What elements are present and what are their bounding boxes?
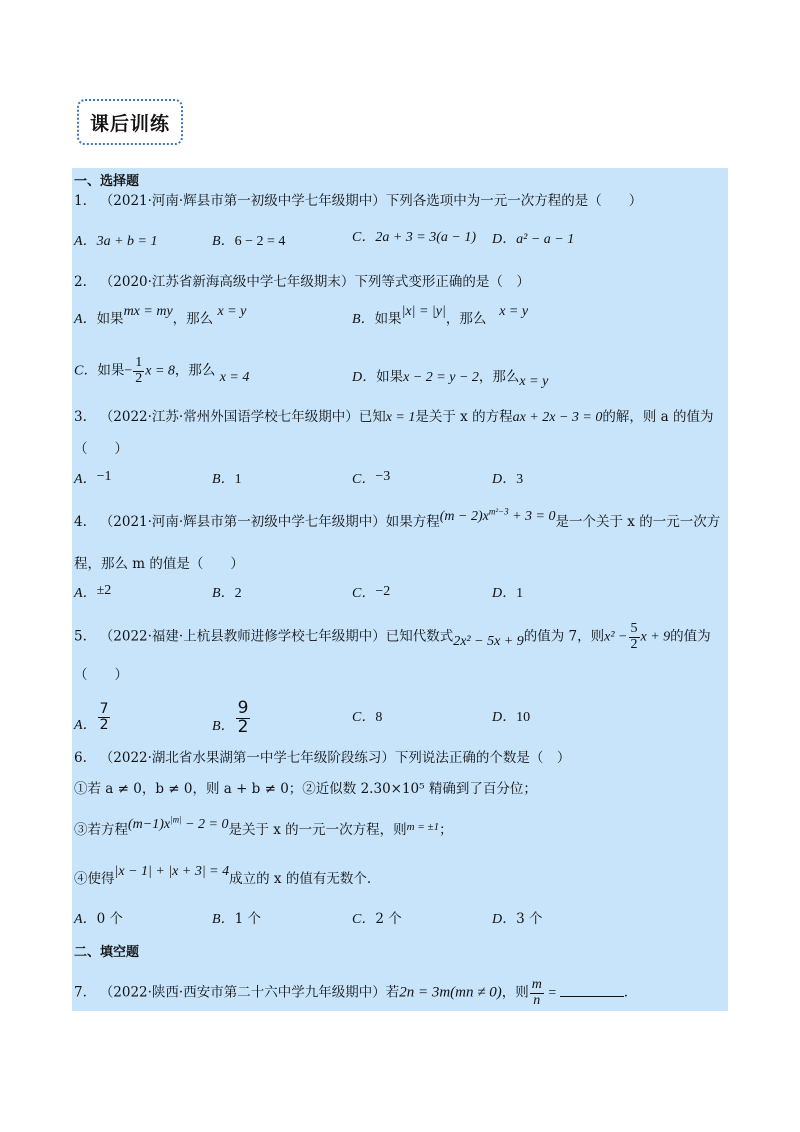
statement-text: ； xyxy=(439,822,453,838)
question-5-option-d[interactable] xyxy=(492,708,530,727)
question-text: ，则 xyxy=(501,984,529,1001)
question-number: 1. xyxy=(74,193,87,209)
option-value: 6 − 2 = 4 xyxy=(234,234,286,249)
question-6-stem xyxy=(74,749,570,767)
option-label: C． xyxy=(352,586,376,601)
option-label: C． xyxy=(352,472,376,487)
option-value: −3 xyxy=(375,469,391,484)
option-label: D． xyxy=(492,912,517,927)
question-number: 6. xyxy=(74,750,87,766)
question-2-option-d[interactable] xyxy=(352,368,548,387)
option-result: x = y xyxy=(217,304,247,319)
option-value: 3 xyxy=(516,472,524,487)
question-expression: 2x² − 5x + 9 xyxy=(453,633,524,649)
option-label: D． xyxy=(492,232,517,247)
option-value: a² − a − 1 xyxy=(516,232,575,247)
option-if-word: 如果 xyxy=(374,311,402,327)
question-expression-head: x² − xyxy=(604,629,628,645)
option-value: −2 xyxy=(375,584,391,599)
question-2-stem xyxy=(74,273,530,291)
question-3-answer-paren: （ ） xyxy=(74,441,128,457)
option-label: A． xyxy=(74,586,97,601)
section-choice-heading: 一、选择题 xyxy=(74,174,140,189)
question-7-stem xyxy=(74,978,628,1008)
question-4-stem xyxy=(74,506,721,532)
option-label: A． xyxy=(74,312,97,327)
question-source: （2020·江苏省新海高级中学七年级期末） xyxy=(99,274,355,290)
option-value: 2 xyxy=(234,586,242,601)
option-value: 3 个 xyxy=(516,911,543,927)
question-source: （2022·湖北省水果湖第一中学七年级阶段练习） xyxy=(99,750,395,766)
question-equation: 2n = 3m(mn ≠ 0) xyxy=(399,984,502,1001)
question-3-option-d[interactable] xyxy=(492,470,523,489)
option-value: 10 xyxy=(516,710,531,725)
question-expression-tail: x + 9 xyxy=(640,629,671,645)
option-value: ±2 xyxy=(96,583,112,598)
question-4-stem-line2: 程，那么 m 的值是（ ） xyxy=(74,556,244,572)
option-value: 1 xyxy=(234,472,242,487)
question-1-option-c[interactable] xyxy=(352,228,476,247)
option-label: D． xyxy=(492,710,517,725)
option-condition: x − 2 = y − 2 xyxy=(403,370,479,385)
question-equation: ax + 2x − 3 = 0 xyxy=(512,410,603,425)
question-6-statement-1-2: ①若 a ≠ 0，b ≠ 0，则 a + b ≠ 0；②近似数 2.30×10⁵ 精确到了百分位； xyxy=(74,781,537,797)
option-then-word: ，那么 xyxy=(478,369,520,385)
question-condition: x = 1 xyxy=(385,410,416,425)
option-result: x = 4 xyxy=(219,369,250,385)
option-condition: |x| = |y| xyxy=(401,304,446,319)
option-value: −1 xyxy=(96,469,112,484)
question-text: 的解，则 a 的值为 xyxy=(602,409,714,425)
option-fraction: $\frac{7}{2}$ xyxy=(99,701,109,733)
question-6-option-a[interactable] xyxy=(74,910,123,929)
option-result: x = y xyxy=(519,374,549,389)
option-then-word: ，那么 xyxy=(445,311,487,327)
statement-condition: m = ±1 xyxy=(406,821,440,833)
statement-equation: |x − 1| + |x + 3| = 4 xyxy=(114,864,230,879)
option-label: A． xyxy=(74,472,97,487)
option-then-word: ，那么 xyxy=(174,362,216,379)
question-6-option-c[interactable] xyxy=(352,910,402,929)
question-text: 下列说法正确的个数是（ ） xyxy=(394,750,571,766)
option-condition: x = 8 xyxy=(145,363,175,379)
option-label: A． xyxy=(74,234,97,249)
option-label: D． xyxy=(492,586,517,601)
statement-text: ③若方程 xyxy=(74,822,128,838)
option-label: C． xyxy=(352,912,376,927)
question-text: 的值为 xyxy=(670,628,711,645)
question-3-option-a[interactable] xyxy=(74,470,111,489)
question-4-option-b[interactable] xyxy=(212,584,242,603)
option-if-word: 如果 xyxy=(96,311,124,327)
section-fill-heading: 二、填空题 xyxy=(74,945,140,960)
option-label: D． xyxy=(492,472,517,487)
option-then-word: ，那么 xyxy=(172,311,214,327)
question-fraction: $\frac{m}{n}$ xyxy=(531,977,542,1008)
question-equation: $(m - 2)x^{m^2-3} + 3 = 0$ xyxy=(439,506,556,524)
option-label: A． xyxy=(74,717,97,733)
statement-text: 成立的 x 的值有无数个. xyxy=(229,871,372,887)
question-1-option-b[interactable] xyxy=(212,232,285,251)
option-value: 1 个 xyxy=(234,911,261,927)
option-label: D． xyxy=(352,370,377,385)
question-text: 已知代数式 xyxy=(385,628,454,645)
question-number: 5. xyxy=(74,628,87,645)
question-source: （2022·福建·上杭县教师进修学校七年级期中） xyxy=(99,628,386,645)
question-number: 3. xyxy=(74,409,87,425)
option-value: 1 xyxy=(516,586,524,601)
question-1-option-d[interactable] xyxy=(492,230,574,249)
question-5-option-a[interactable] xyxy=(74,702,111,732)
question-text: 是关于 x 的方程 xyxy=(415,409,513,425)
question-text: 若 xyxy=(385,984,400,1001)
question-2-option-a[interactable] xyxy=(74,304,247,329)
question-text: 已知 xyxy=(358,409,386,425)
question-text: 下列各选项中为一元一次方程的是（ ） xyxy=(385,193,643,209)
option-label: C． xyxy=(74,363,98,379)
question-number: 2. xyxy=(74,274,87,290)
question-text: 如果方程 xyxy=(385,514,440,530)
question-1-option-a[interactable] xyxy=(74,232,157,251)
question-number: 4. xyxy=(74,514,87,530)
question-text: 是一个关于 x 的一元一次方 xyxy=(555,514,721,530)
option-value: 0 个 xyxy=(96,911,123,927)
question-5-option-b[interactable] xyxy=(212,700,251,737)
statement-text: ④使得 xyxy=(74,871,115,887)
question-equals: = xyxy=(544,985,560,1001)
question-3-option-b[interactable] xyxy=(212,470,242,489)
question-4-option-d[interactable] xyxy=(492,584,523,603)
option-value: 8 xyxy=(375,710,383,725)
question-source: （2021·河南·辉县市第一初级中学七年级期中） xyxy=(99,514,386,530)
question-3-stem xyxy=(74,408,714,427)
question-3-option-c[interactable] xyxy=(352,470,390,489)
question-6-statement-4 xyxy=(74,864,372,889)
lesson-title: 课后训练 xyxy=(77,99,183,145)
option-label: B． xyxy=(212,586,235,601)
option-condition: mx = my xyxy=(123,304,173,319)
question-6-statement-3 xyxy=(74,814,453,840)
question-5-option-c[interactable] xyxy=(352,708,382,727)
option-fraction: $\frac{9}{2}$ xyxy=(237,698,249,737)
option-label: B． xyxy=(352,312,375,327)
question-2-option-c[interactable]: C．如果− $\frac{1}{2}$ x = 8，那么 x = 4 xyxy=(74,355,250,386)
option-result: x = y xyxy=(499,304,529,319)
option-value: 2a + 3 = 3(a − 1) xyxy=(375,230,477,245)
question-source: （2022·陕西·西安市第二十六中学九年级期中） xyxy=(99,984,386,1001)
option-if-word: 如果 xyxy=(376,369,404,385)
option-label: C． xyxy=(352,710,376,725)
question-source: （2021·河南·辉县市第一初级中学七年级期中） xyxy=(99,193,386,209)
question-5-stem xyxy=(74,622,711,652)
option-label: A． xyxy=(74,912,97,927)
option-label: B． xyxy=(212,472,235,487)
question-end: . xyxy=(623,984,629,1001)
option-label: B． xyxy=(212,718,235,734)
question-4-option-c[interactable] xyxy=(352,584,390,603)
question-4-option-a[interactable] xyxy=(74,584,111,603)
question-text: 的值为 7，则 xyxy=(523,628,605,645)
option-label: B． xyxy=(212,234,235,249)
question-6-option-b[interactable] xyxy=(212,910,261,929)
option-label: B． xyxy=(212,912,235,927)
statement-equation: $(m-1)x^{|m|} - 2 = 0$ xyxy=(128,814,229,832)
question-5-answer-paren: （ ） xyxy=(74,667,128,683)
question-number: 7. xyxy=(74,984,87,1001)
option-if-word: 如果 xyxy=(97,362,125,379)
question-text: 下列等式变形正确的是（ ） xyxy=(354,274,530,290)
option-label: C． xyxy=(352,230,376,245)
question-2-option-b[interactable] xyxy=(352,304,529,329)
question-expression-fraction: $\frac{5}{2}$ xyxy=(630,621,638,652)
answer-blank[interactable] xyxy=(560,982,624,997)
option-value: 2 个 xyxy=(375,911,402,927)
option-value: 3a + b = 1 xyxy=(96,234,158,249)
question-6-option-d[interactable] xyxy=(492,910,543,929)
statement-text: 是关于 x 的一元一次方程，则 xyxy=(228,822,407,838)
question-1-stem xyxy=(74,192,642,210)
option-fraction: $\frac{1}{2}$ xyxy=(135,355,143,386)
question-source: （2022·江苏·常州外国语学校七年级期中） xyxy=(99,409,359,425)
